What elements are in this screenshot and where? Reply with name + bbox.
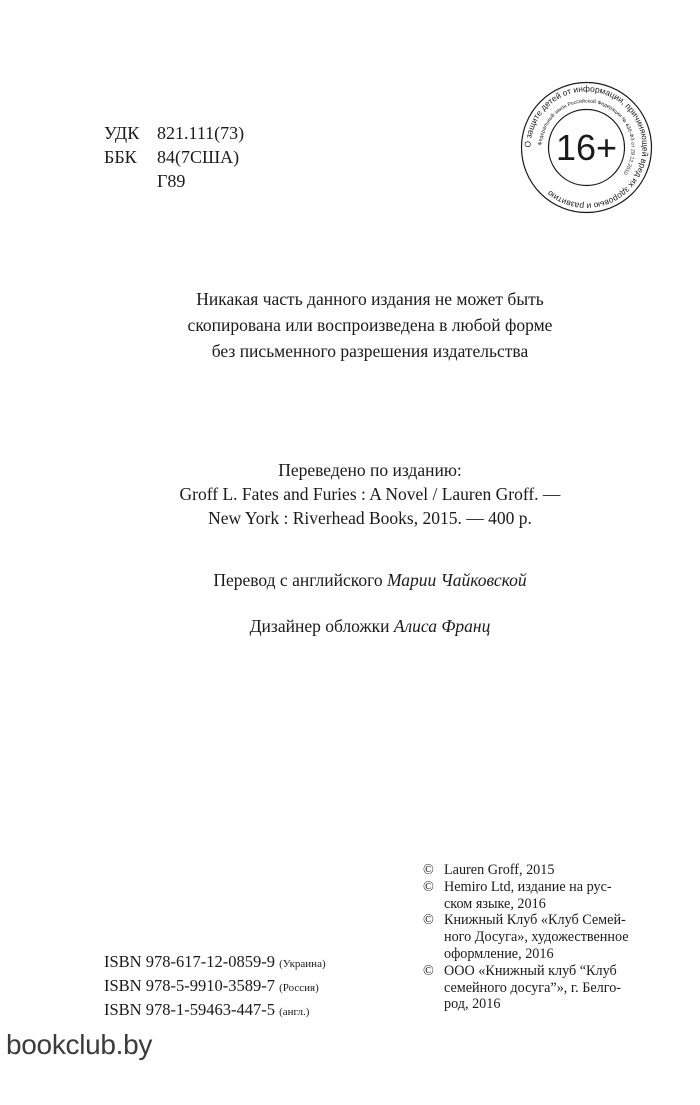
copyright-list (423, 862, 653, 1013)
copyright-symbol: © (423, 912, 434, 929)
bbk-label: ББК (104, 147, 137, 167)
copyright-entry (423, 862, 653, 879)
copyright-text: род, 2016 (444, 996, 501, 1013)
copyright-text: ском языке, 2016 (444, 895, 546, 912)
isbn-line (104, 975, 326, 999)
translator-credit (110, 568, 630, 592)
isbn-number: ISBN 978-5-9910-3589-7 (104, 976, 275, 995)
watermark-text: bookclub.by (6, 1029, 153, 1060)
copyright-text: оформление, 2016 (444, 945, 554, 962)
copyright-entry (423, 879, 653, 913)
copyright-notice (110, 286, 630, 364)
copyright-text: семейного досуга”», г. Белго- (444, 979, 622, 996)
bbk-row (104, 145, 244, 169)
copyright-entry (423, 912, 653, 962)
isbn-number: ISBN 978-1-59463-447-5 (104, 1000, 275, 1019)
original-edition (110, 458, 630, 530)
copyright-symbol: © (423, 962, 434, 979)
author-mark-row (104, 169, 244, 193)
isbn-note: (англ.) (279, 1006, 310, 1018)
copyright-text: Hemiro Ltd, издание на рус- (444, 878, 612, 895)
isbn-note: (Украина) (279, 958, 326, 970)
notice-line: скопирована или воспроизведена в любой форме (187, 315, 553, 335)
isbn-line (104, 951, 326, 975)
designer-name: Алиса Франц (393, 616, 491, 636)
classification-block (104, 121, 244, 193)
age-rating-inner-text: Федеральный закон Российской Федерации № 436-ФЗ от 29.12.2010 (537, 98, 636, 176)
isbn-list (104, 951, 326, 1023)
copyright-symbol: © (423, 878, 434, 895)
age-rating-ring-text: О защите детей от информации, причиняющей вред их здоровью и развитию (522, 83, 651, 212)
source-line: Переведено по изданию: (278, 460, 462, 480)
isbn-line (104, 999, 326, 1023)
designer-prefix: Дизайнер обложки (249, 616, 394, 636)
bbk-value: 84(7США) (157, 147, 240, 167)
udk-row (104, 121, 244, 145)
age-rating-badge (519, 80, 654, 215)
source-line: New York : Riverhead Books, 2015. — 400 p. (208, 508, 532, 528)
age-rating-label: 16+ (555, 127, 618, 168)
copyright-text: Книжный Клуб «Клуб Семей- (444, 912, 626, 929)
notice-line: без письменного разрешения издательства (211, 341, 529, 361)
translator-name: Марии Чайковской (386, 570, 527, 590)
udk-label: УДК (104, 123, 140, 143)
source-line: Groff L. Fates and Furies : A Novel / Lauren Groff. — (179, 484, 561, 504)
copyright-entry (423, 963, 653, 1013)
isbn-note: (Россия) (279, 982, 319, 994)
copyright-text: Lauren Groff, 2015 (444, 862, 555, 878)
copyright-symbol: © (423, 862, 434, 878)
notice-line: Никакая часть данного издания не может быть (196, 289, 544, 309)
copyright-text: ООО «Книжный клуб “Клуб (444, 962, 617, 979)
copyright-text: ного Досуга», художественное (444, 929, 629, 946)
udk-value: 821.111(73) (157, 123, 245, 143)
isbn-number: ISBN 978-617-12-0859-9 (104, 952, 275, 971)
designer-credit (110, 614, 630, 638)
translator-prefix: Перевод с английского (213, 570, 387, 590)
site-watermark (0, 1029, 170, 1070)
author-mark: Г89 (157, 171, 186, 191)
